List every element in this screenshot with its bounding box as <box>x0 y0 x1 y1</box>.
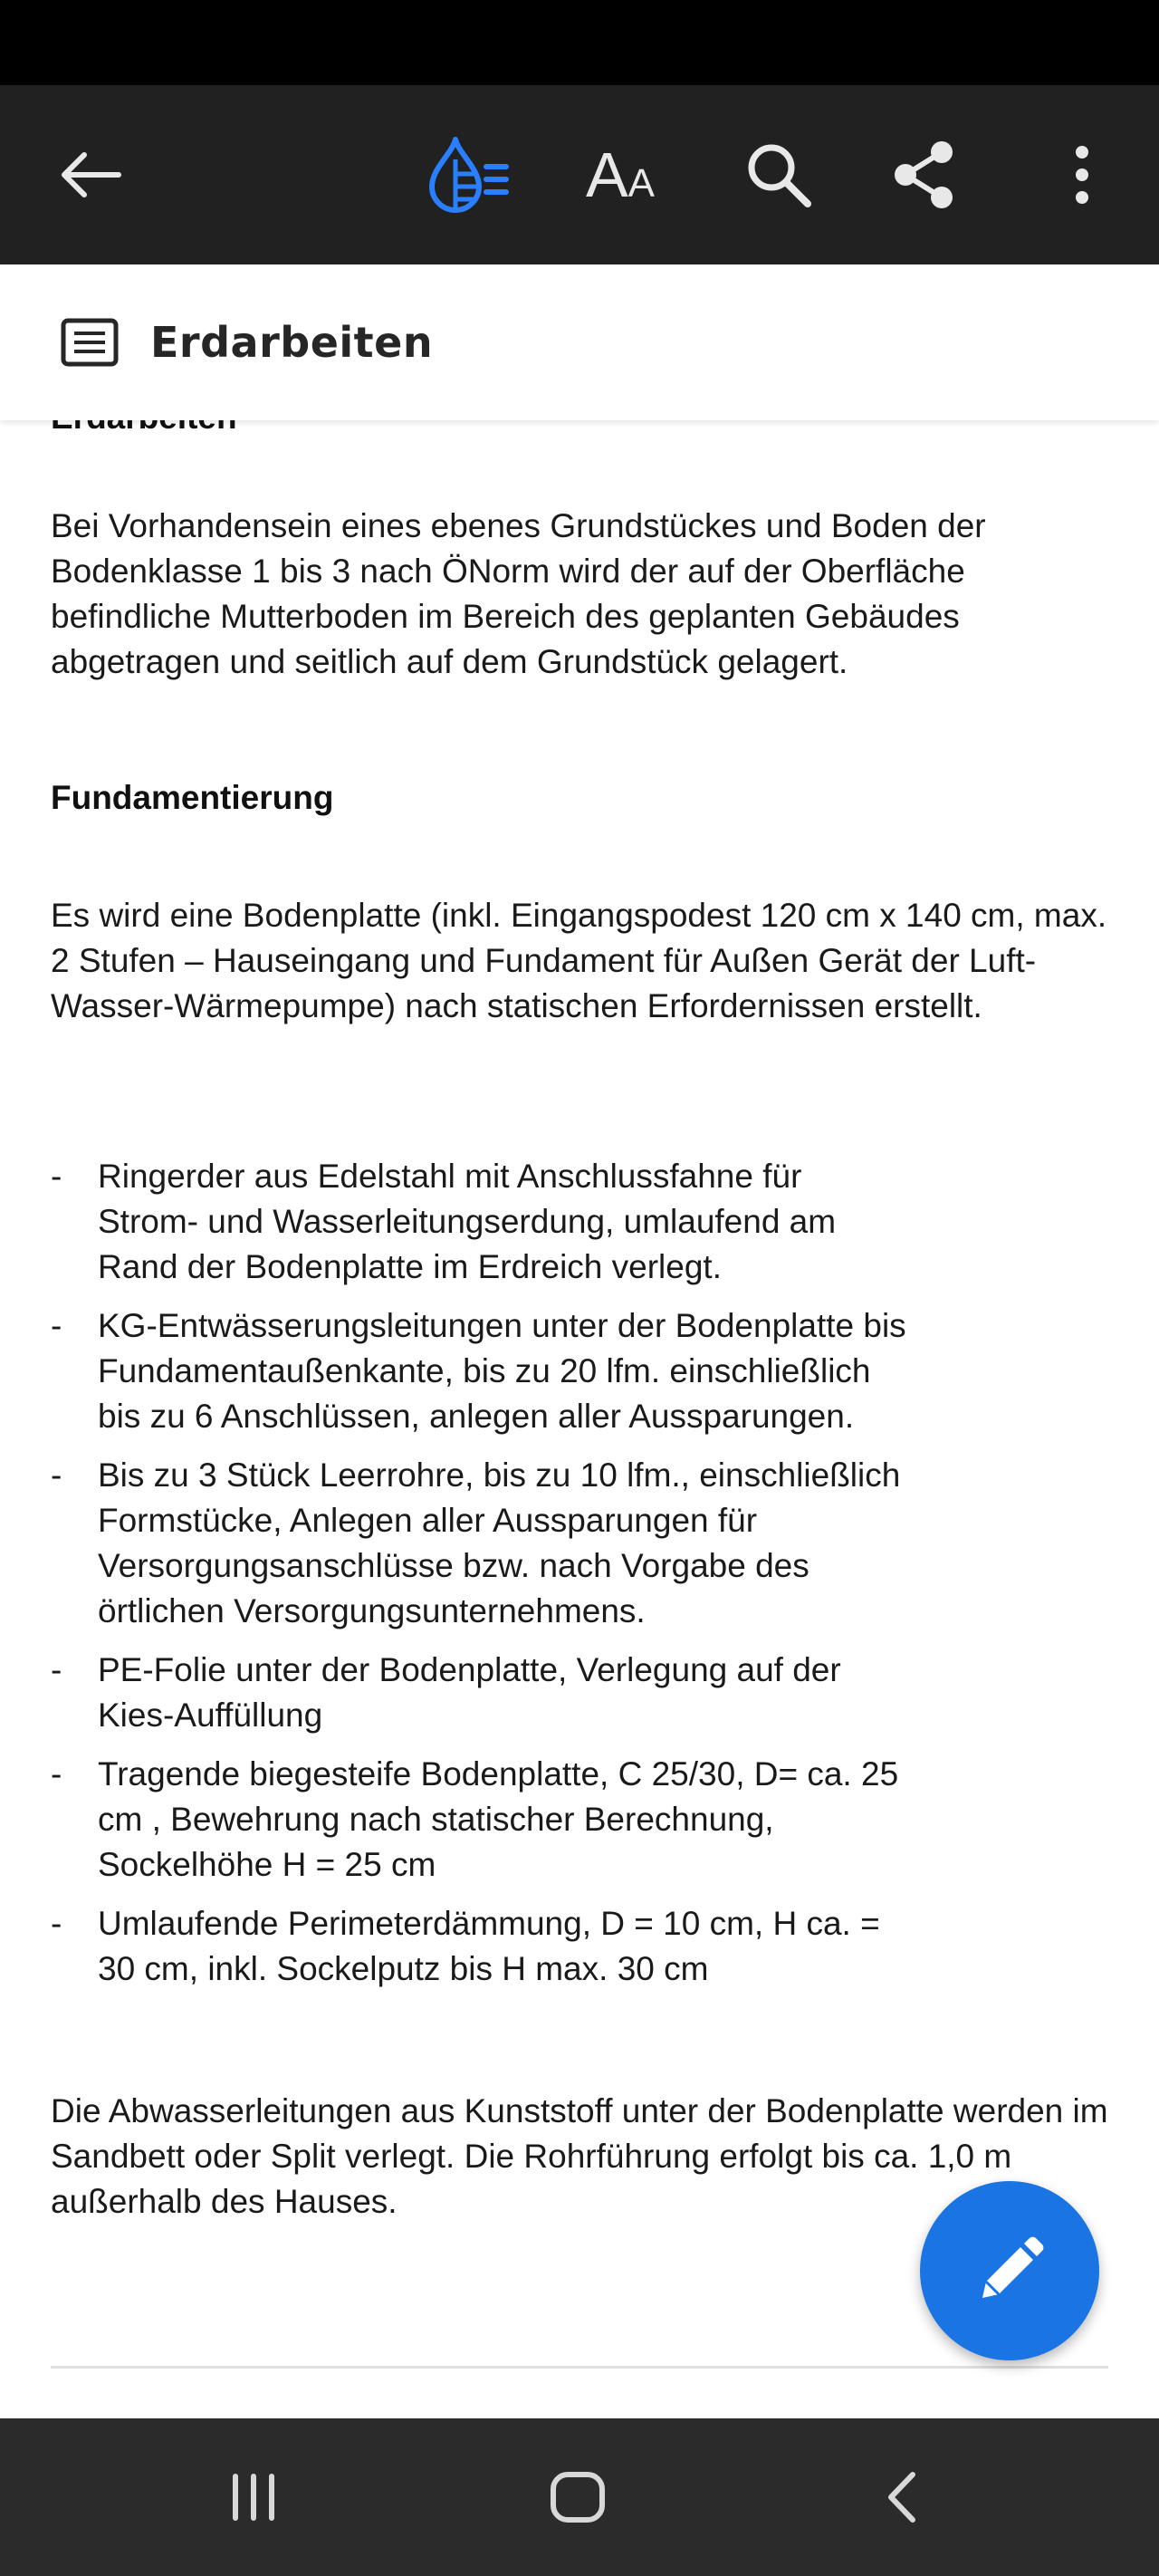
edit-pencil-icon <box>973 2235 1046 2307</box>
bullet-marker: - <box>51 1755 62 1793</box>
list-item <box>51 1901 1092 1992</box>
list-item-line: Sockelhöhe H = 25 cm <box>98 1846 436 1883</box>
recent-apps-icon[interactable] <box>199 2418 308 2576</box>
document-header <box>0 264 1159 420</box>
list-item-line: cm , Bewehrung nach statischer Berechnung, <box>98 1801 774 1838</box>
status-bar <box>0 0 1159 85</box>
document-outline-icon[interactable] <box>60 317 120 368</box>
bullet-marker: - <box>51 1905 62 1942</box>
bullet-marker: - <box>51 1307 62 1344</box>
document-content <box>0 420 1159 2418</box>
share-icon[interactable] <box>878 85 969 264</box>
list-item-line: Bis zu 3 Stück Leerrohre, bis zu 10 lfm., einschließlich <box>98 1456 901 1494</box>
page-title: Erdarbeiten <box>150 318 434 367</box>
reading-mode-icon[interactable] <box>418 85 518 264</box>
font-size-small-glyph: A <box>627 161 656 206</box>
list-item-line: KG-Entwässerungsleitungen unter der Bodenplatte bis <box>98 1307 906 1344</box>
list-item-line: 30 cm, inkl. Sockelputz bis H max. 30 cm <box>98 1950 709 1987</box>
back-icon[interactable] <box>848 2418 956 2576</box>
search-icon[interactable] <box>733 85 824 264</box>
list-item-line: Rand der Bodenplatte im Erdreich verlegt. <box>98 1248 722 1285</box>
closing-paragraph: Die Abwasserleitungen aus Kunststoff unter der Bodenplatte werden im Sandbett oder Split verlegt. Die Rohrführung erfolgt bis ca. 1,0 m außerhalb des Hauses. <box>51 2092 1108 2220</box>
list-item-line: Versorgungsanschlüsse bzw. nach Vorgabe des <box>98 1547 809 1584</box>
list-item-line: Umlaufende Perimeterdämmung, D = 10 cm, H ca. = <box>98 1905 880 1942</box>
font-size-icon[interactable] <box>570 85 670 264</box>
list-item-line: PE-Folie unter der Bodenplatte, Verlegung auf der <box>98 1651 841 1688</box>
intro-paragraph: Bei Vorhandensein eines ebenes Grundstückes und Boden der Bodenklasse 1 bis 3 nach ÖNorm wird der auf der Oberfläche befindliche Mutterboden im Bereich des geplanten Gebäudes abgetragen und seitlich auf dem Grundstück gelagert. <box>51 507 986 680</box>
back-arrow-icon[interactable] <box>36 85 143 264</box>
home-icon[interactable] <box>523 2418 632 2576</box>
list-item-line: Kies-Auffüllung <box>98 1697 323 1734</box>
section-paragraph: Es wird eine Bodenplatte (inkl. Eingangspodest 120 cm x 140 cm, max. 2 Stufen – Hauseingang und Fundament für Außen Gerät der Luft-Wasser-Wärmepumpe) nach statischen Erfordernissen erstellt. <box>51 897 1107 1024</box>
list-item <box>51 1453 1092 1634</box>
bullet-marker: - <box>51 1158 62 1195</box>
list-item-line: Strom- und Wasserleitungserdung, umlaufend am <box>98 1203 837 1240</box>
list-item-line: bis zu 6 Anschlüssen, anlegen aller Aussparungen. <box>98 1398 855 1435</box>
list-item-line: Ringerder aus Edelstahl mit Anschlussfahne für <box>98 1158 802 1195</box>
section-heading: Fundamentierung <box>51 779 334 816</box>
list-item <box>51 1752 1092 1888</box>
list-item-line: Tragende biegesteife Bodenplatte, C 25/30, D= ca. 25 <box>98 1755 899 1793</box>
system-navigation-bar <box>0 2418 1159 2576</box>
bullet-list <box>51 1154 1092 1992</box>
top-toolbar <box>0 85 1159 264</box>
more-options-icon[interactable] <box>1041 85 1123 264</box>
list-item-line: örtlichen Versorgungsunternehmens. <box>98 1592 646 1629</box>
list-item <box>51 1648 1092 1738</box>
list-item-line: Fundamentaußenkante, bis zu 20 lfm. einschließlich <box>98 1352 871 1389</box>
list-item <box>51 1303 1092 1439</box>
list-item <box>51 1154 1092 1290</box>
divider <box>51 2366 1108 2369</box>
bullet-marker: - <box>51 1651 62 1688</box>
list-item-line: Formstücke, Anlegen aller Aussparungen für <box>98 1502 758 1539</box>
edit-button[interactable] <box>920 2181 1099 2360</box>
bullet-marker: - <box>51 1456 62 1494</box>
font-size-large-glyph: A <box>585 139 628 210</box>
